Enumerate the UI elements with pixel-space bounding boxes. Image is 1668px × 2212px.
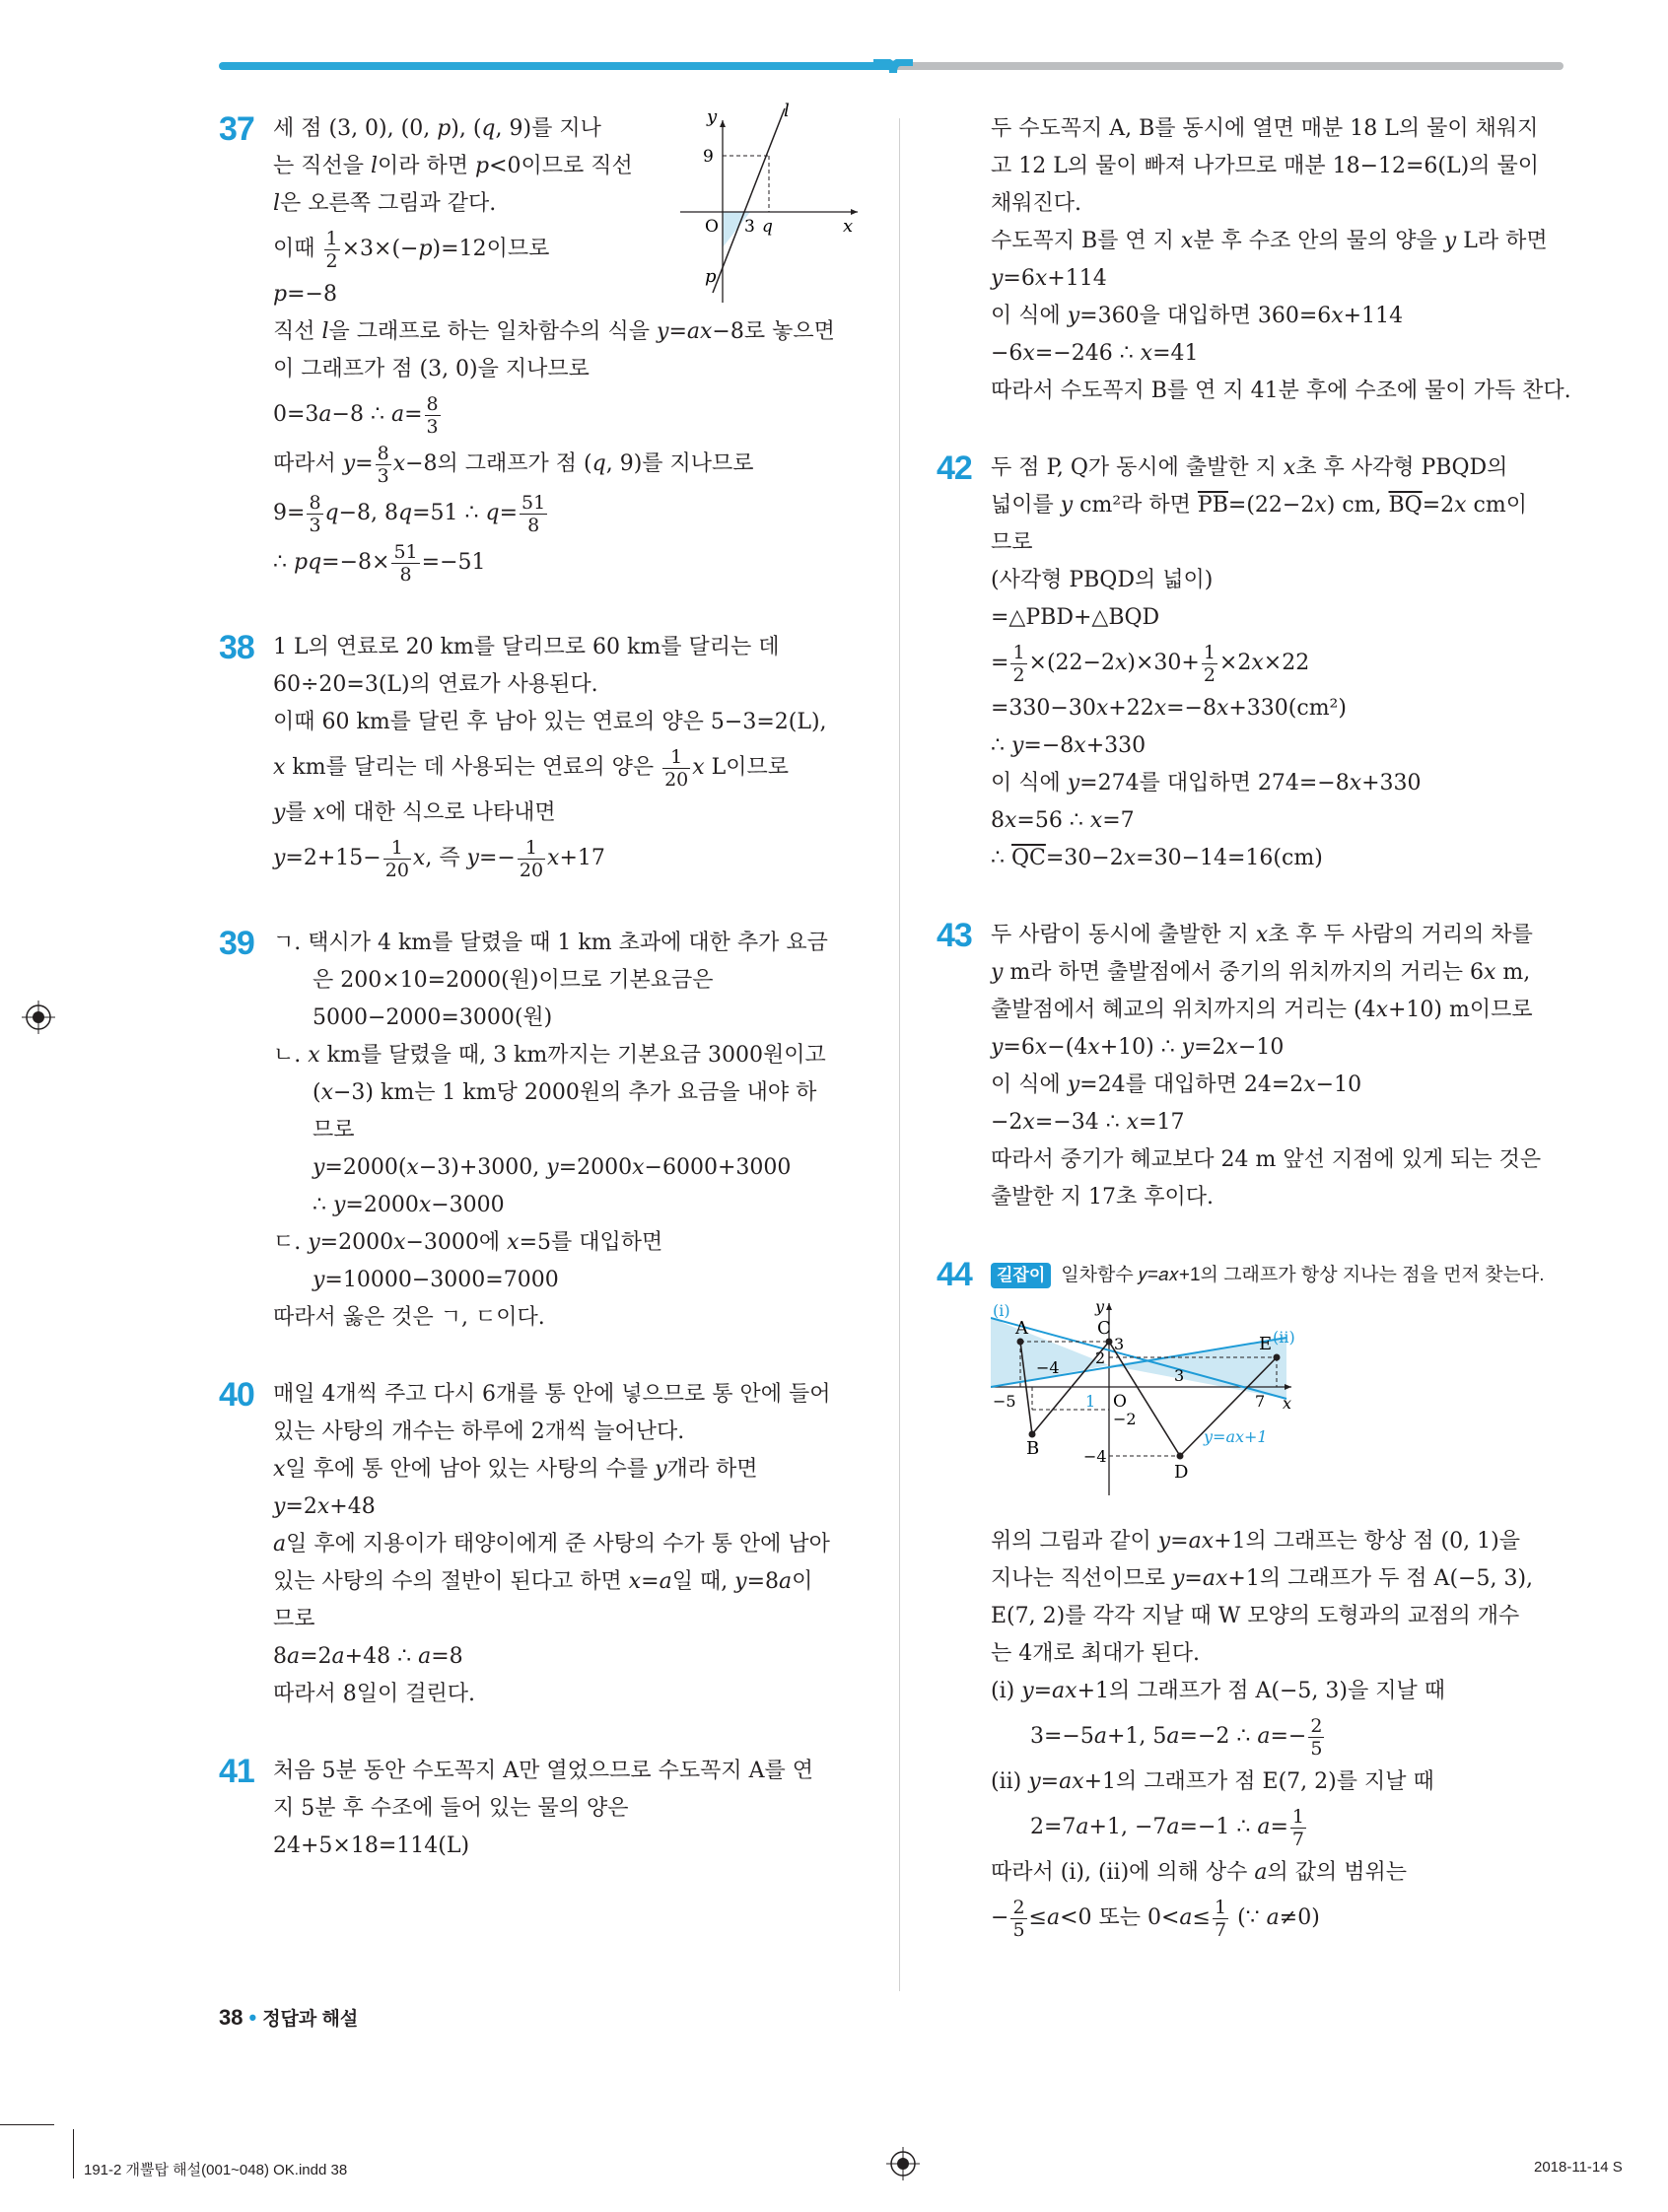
text-line: 따라서 8일이 걸린다. (273, 1682, 475, 1706)
text-line: 𝑦=6𝑥+114 (991, 266, 1107, 291)
text-line: 2=7𝑎+1, −7𝑎=−1 ∴ 𝑎= $\frac{1}{7}$ (1030, 1805, 1304, 1850)
problem-43 (937, 917, 1577, 1216)
text-line: 이때 $\frac{1}{2}$ ×3×(−𝑝)=12이므로 (273, 227, 550, 272)
registration-mark-icon (886, 2147, 920, 2180)
problem-37 (219, 101, 860, 586)
fraction: $\frac{1}{20}$ (519, 836, 544, 881)
tick-neg4-y: −4 (1083, 1447, 1107, 1466)
text-line: 므로 (313, 1118, 355, 1142)
right-column (937, 110, 1577, 1945)
text-line: 는 4개로 최대가 된다. (991, 1641, 1200, 1666)
text-line: 넓이를 𝑦 cm²라 하면 $\overline{PB}=(22-2𝑥)$ cm, $\overline{BQ}=2𝑥$ cm이 (991, 493, 1527, 518)
text-line: =△PBD+△BQD (991, 605, 1160, 630)
graph-tick-3: 3 (744, 217, 755, 237)
fraction: $\frac{1}{2}$ (1012, 641, 1025, 686)
text-line: (ii) 𝑦=𝑎𝑥+1의 그래프가 점 E(7, 2)를 지날 때 (991, 1769, 1434, 1794)
left-column (219, 101, 860, 1865)
text-line: 따라서 옳은 것은 ㄱ, ㄷ이다. (273, 1305, 545, 1330)
crop-mark (0, 2124, 54, 2125)
section-title: 정답과 해설 (262, 2009, 359, 2030)
header-notch (873, 59, 913, 89)
header-bar-right (897, 62, 1564, 70)
graph-tick-9: 9 (703, 147, 714, 167)
problem-44 (937, 1256, 1577, 1941)
text-line: 은 200×10=2000(원)이므로 기본요금은 (313, 968, 714, 993)
fraction: $\frac{1}{20}$ (664, 745, 689, 791)
text-line: 이때 60 km를 달린 후 남아 있는 연료의 양은 5−3=2(L), (273, 710, 827, 734)
text-line: 𝑦=2000(𝑥−3)+3000, 𝑦=2000𝑥−6000+3000 (313, 1155, 792, 1180)
tick-3-x: 3 (1174, 1366, 1185, 1385)
text-line: 있는 사탕의 개수는 하루에 2개씩 늘어난다. (273, 1419, 685, 1444)
fraction: $\frac{51}{8}$ (393, 540, 418, 586)
registration-mark-icon (22, 1001, 55, 1034)
column-divider (899, 118, 900, 1991)
crop-mark (73, 2129, 74, 2178)
problem-41-continued (937, 110, 1577, 410)
text-line: 1 L의 연료로 20 km를 달리므로 60 km를 달리는 데 (273, 635, 780, 659)
text-line: 므로 (991, 530, 1033, 555)
hint-line (991, 1256, 1577, 1294)
fraction: $\frac{1}{7}$ (1214, 1896, 1227, 1941)
text-line: 매일 4개씩 주고 다시 6개를 통 안에 넣으므로 통 안에 들어 (273, 1382, 831, 1407)
text-line: 직선 𝑙을 그래프로 하는 일차함수의 식을 𝑦=𝑎𝑥−8로 놓으면 (273, 319, 835, 344)
text-line: 𝑦=2+15− $\frac{1}{20}$ 𝑥, 즉 𝑦=− $\frac{1}{20}$ 𝑥+17 (273, 836, 605, 881)
label-D: D (1174, 1462, 1189, 1483)
segment-pb: $\overline{PB}$ (1197, 493, 1228, 518)
text-line: ㄴ. 𝑥 km를 달렸을 때, 3 km까지는 기본요금 3000원이고 (273, 1043, 826, 1068)
text-line: 이 식에 𝑦=360을 대입하면 360=6𝑥+114 (991, 304, 1404, 328)
fraction: $\frac{8}{3}$ (377, 442, 389, 487)
label-E: E (1259, 1334, 1273, 1354)
text-line: 𝑥 km를 달리는 데 사용되는 연료의 양은 $\frac{1}{20}$ 𝑥 L이므로 (273, 745, 790, 791)
problem-38 (219, 629, 860, 881)
text-line: 이 식에 𝑦=274를 대입하면 274=−8𝑥+330 (991, 771, 1422, 795)
text-line: 고 12 L의 물이 빠져 나가므로 매분 18−12=6(L)의 물이 (991, 154, 1539, 178)
text-line: 𝑦=10000−3000=7000 (313, 1268, 559, 1292)
text-line: 지 5분 후 수조에 들어 있는 물의 양은 (273, 1796, 629, 1821)
label-x: x (1283, 1394, 1292, 1413)
text-line: 채워진다. (991, 191, 1082, 216)
text-line: ∴ 𝑦=−8𝑥+330 (991, 733, 1147, 758)
text-line: 𝑎일 후에 지용이가 태양이에게 준 사탕의 수가 통 안에 남아 (273, 1532, 830, 1556)
text-line: = $\frac{1}{2}$ ×(22−2𝑥)×30+ $\frac{1}{2}$ ×2𝑥×22 (991, 641, 1310, 686)
text-line: 3=−5𝑎+1, 5𝑎=−2 ∴ 𝑎=− $\frac{2}{5}$ (1030, 1714, 1323, 1760)
text-line: 8𝑎=2𝑎+48 ∴ 𝑎=8 (273, 1644, 463, 1669)
text-line: 세 점 (3, 0), (0, 𝑝), (𝑞, 9)를 지나 (273, 116, 601, 141)
text-line: 수도꼭지 B를 연 지 𝑥분 후 수조 안의 물의 양을 𝑦 L라 하면 (991, 229, 1548, 253)
text-line: 출발점에서 혜교의 위치까지의 거리는 (4𝑥+10) m이므로 (991, 998, 1533, 1022)
graph-tick-q: q (762, 217, 773, 237)
label-y: y (1095, 1298, 1105, 1316)
text-line: ㄱ. 택시가 4 km를 달렸을 때 1 km 초과에 대한 추가 요금 (273, 931, 828, 955)
text-line: 이 식에 𝑦=24를 대입하면 24=2𝑥−10 (991, 1072, 1362, 1097)
graph-y-label: y (707, 106, 718, 127)
w-shape-graph (991, 1298, 1306, 1505)
text-line: ∴ 𝑦=2000𝑥−3000 (313, 1193, 505, 1217)
text-line: 지나는 직선이므로 𝑦=𝑎𝑥+1의 그래프가 두 점 A(−5, 3), (991, 1566, 1534, 1591)
label-B: B (1026, 1438, 1040, 1459)
tick-neg5: −5 (993, 1392, 1016, 1411)
text-line: 𝑦=6𝑥−(4𝑥+10) ∴ 𝑦=2𝑥−10 (991, 1035, 1285, 1060)
text-line: ∴ 𝑝𝑞=−8× $\frac{51}{8}$ =−51 (273, 540, 486, 586)
problem-number: 43 (937, 917, 972, 954)
text-line: (i) 𝑦=𝑎𝑥+1의 그래프가 점 A(−5, 3)을 지날 때 (991, 1679, 1445, 1703)
text-line: 8𝑥=56 ∴ 𝑥=7 (991, 808, 1135, 833)
text-line: 𝑦=2𝑥+48 (273, 1494, 376, 1519)
text-line: =330−30𝑥+22𝑥=−8𝑥+330(cm²) (991, 696, 1347, 721)
text-line: 처음 5분 동안 수도꼭지 A만 열었으므로 수도꼭지 A를 연 (273, 1759, 814, 1783)
text-line: ∴ $\overline{QC}=30-2𝑥=30-14=16(cm)$ (991, 846, 1323, 870)
text-line: ㄷ. 𝑦=2000𝑥−3000에 𝑥=5를 대입하면 (273, 1230, 663, 1255)
text-line: 9= $\frac{8}{3}$ 𝑞−8, 8𝑞=51 ∴ 𝑞= $\frac{51}{8}$ (273, 491, 546, 536)
tick-neg4-x: −4 (1036, 1358, 1060, 1377)
fraction: $\frac{1}{7}$ (1291, 1805, 1304, 1850)
text-line: −2𝑥=−34 ∴ 𝑥=17 (991, 1110, 1185, 1135)
text-line: 60÷20=3(L)의 연료가 사용된다. (273, 672, 598, 697)
text-line: E(7, 2)를 각각 지날 때 W 모양의 도형과의 교점의 개수 (991, 1604, 1520, 1628)
tick-3-y: 3 (1114, 1335, 1125, 1353)
bullet-icon: • (248, 2005, 257, 2030)
problem-number: 40 (219, 1376, 254, 1414)
text-line: 0=3𝑎−8 ∴ 𝑎= $\frac{8}{3}$ (273, 392, 439, 438)
hint-text: 일차함수 𝑦=𝑎𝑥+1의 그래프가 항상 지나는 점을 먼저 찾는다. (1061, 1265, 1545, 1285)
problem-number: 39 (219, 925, 254, 962)
fraction: $\frac{51}{8}$ (521, 491, 546, 536)
text-line: 따라서 수도꼭지 B를 연 지 41분 후에 수조에 물이 가득 찬다. (991, 379, 1571, 403)
fraction: $\frac{2}{5}$ (1310, 1714, 1323, 1760)
problem-number: 42 (937, 449, 972, 487)
problem-40 (219, 1376, 860, 1713)
text-line: 위의 그림과 같이 𝑦=𝑎𝑥+1의 그래프는 항상 점 (0, 1)을 (991, 1529, 1520, 1554)
problem-number: 38 (219, 629, 254, 666)
text-line: 𝑙은 오른쪽 그림과 같다. (273, 191, 497, 216)
label-A: A (1015, 1318, 1028, 1339)
label-i: (i) (993, 1301, 1010, 1320)
text-line: 따라서 (i), (ii)에 의해 상수 𝑎의 값의 범위는 (991, 1860, 1408, 1885)
text-line: 𝑥일 후에 통 안에 남아 있는 사탕의 수를 𝑦개라 하면 (273, 1457, 758, 1482)
fraction: $\frac{1}{20}$ (384, 836, 409, 881)
graph-origin: O (705, 217, 719, 237)
fraction: $\frac{2}{5}$ (1012, 1896, 1025, 1941)
problem-41 (219, 1753, 860, 1865)
text-line: 두 점 P, Q가 동시에 출발한 지 𝑥초 후 사각형 PBQD의 (991, 455, 1508, 480)
tick-1-y: 1 (1085, 1392, 1096, 1411)
header-bar-left (219, 62, 889, 70)
text-line: 𝑝=−8 (273, 282, 337, 307)
text-line: 두 수도꼭지 A, B를 동시에 열면 매분 18 L의 물이 채워지 (991, 116, 1539, 141)
problem-39 (219, 925, 860, 1337)
text-line: 5000−2000=3000(원) (313, 1005, 553, 1030)
tick-2-y: 2 (1095, 1348, 1106, 1367)
problem-42 (937, 449, 1577, 877)
text-line: (𝑥−3) km는 1 km당 2000원의 추가 요금을 내야 하 (313, 1080, 817, 1105)
segment-qc: $\overline{QC}$ (1011, 846, 1046, 870)
graph-l-label: l (784, 101, 790, 121)
text-line: − $\frac{2}{5}$ ≤𝑎<0 또는 0<𝑎≤ $\frac{1}{7}$ (∵ 𝑎≠0) (991, 1896, 1320, 1941)
text-line: −6𝑥=−246 ∴ 𝑥=41 (991, 341, 1199, 366)
label-ii: (ii) (1273, 1328, 1295, 1347)
fraction: $\frac{1}{2}$ (1203, 641, 1216, 686)
text-line: 𝑦 m라 하면 출발점에서 중기의 위치까지의 거리는 6𝑥 m, (991, 960, 1531, 985)
problem-number: 44 (937, 1256, 972, 1293)
graph-p-label: p (705, 266, 717, 287)
text-line: 𝑦를 𝑥에 대한 식으로 나타내면 (273, 800, 556, 825)
fraction: $\frac{1}{2}$ (325, 227, 338, 272)
text-line: 두 사람이 동시에 출발한 지 𝑥초 후 두 사람의 거리의 차를 (991, 923, 1533, 947)
text-line: 는 직선을 𝑙이라 하면 𝑝<0이므로 직선 (273, 154, 633, 178)
tick-neg2-y: −2 (1113, 1410, 1137, 1428)
text-line: 있는 사탕의 수의 절반이 된다고 하면 𝑥=𝑎일 때, 𝑦=8𝑎이 (273, 1569, 813, 1594)
page-footer (219, 2004, 358, 2031)
text-line: 따라서 𝑦= $\frac{8}{3}$ 𝑥−8의 그래프가 점 (𝑞, 9)를 지나므로 (273, 442, 754, 487)
label-C: C (1097, 1318, 1111, 1339)
text-line: 이 그래프가 점 (3, 0)을 지나므로 (273, 357, 590, 381)
problem-number: 37 (219, 110, 254, 148)
line-equation-label: y=ax+1 (1204, 1427, 1268, 1446)
text-line: 따라서 중기가 혜교보다 24 m 앞선 지점에 있게 되는 것은 (991, 1147, 1542, 1172)
text-line: 출발한 지 17초 후이다. (991, 1185, 1214, 1210)
line-l-graph (675, 101, 863, 312)
page-number: 38 (219, 2005, 243, 2030)
problem-number: 41 (219, 1753, 254, 1790)
fraction: $\frac{8}{3}$ (309, 491, 321, 536)
segment-bq: $\overline{BQ}$ (1388, 493, 1423, 518)
text-line: 24+5×18=114(L) (273, 1833, 470, 1858)
fraction: $\frac{8}{3}$ (426, 392, 439, 438)
hint-badge: 길잡이 (991, 1263, 1051, 1288)
tick-7: 7 (1255, 1392, 1266, 1411)
print-slug-file: 191-2 개뿔탑 해설(001~048) OK.indd 38 (84, 2162, 348, 2178)
label-origin: O (1113, 1392, 1127, 1412)
print-slug-date: 2018-11-14 S (1534, 2159, 1623, 2176)
text-line: (사각형 PBQD의 넓이) (991, 568, 1214, 592)
graph-x-label: x (843, 216, 854, 237)
text-line: 므로 (273, 1607, 315, 1631)
